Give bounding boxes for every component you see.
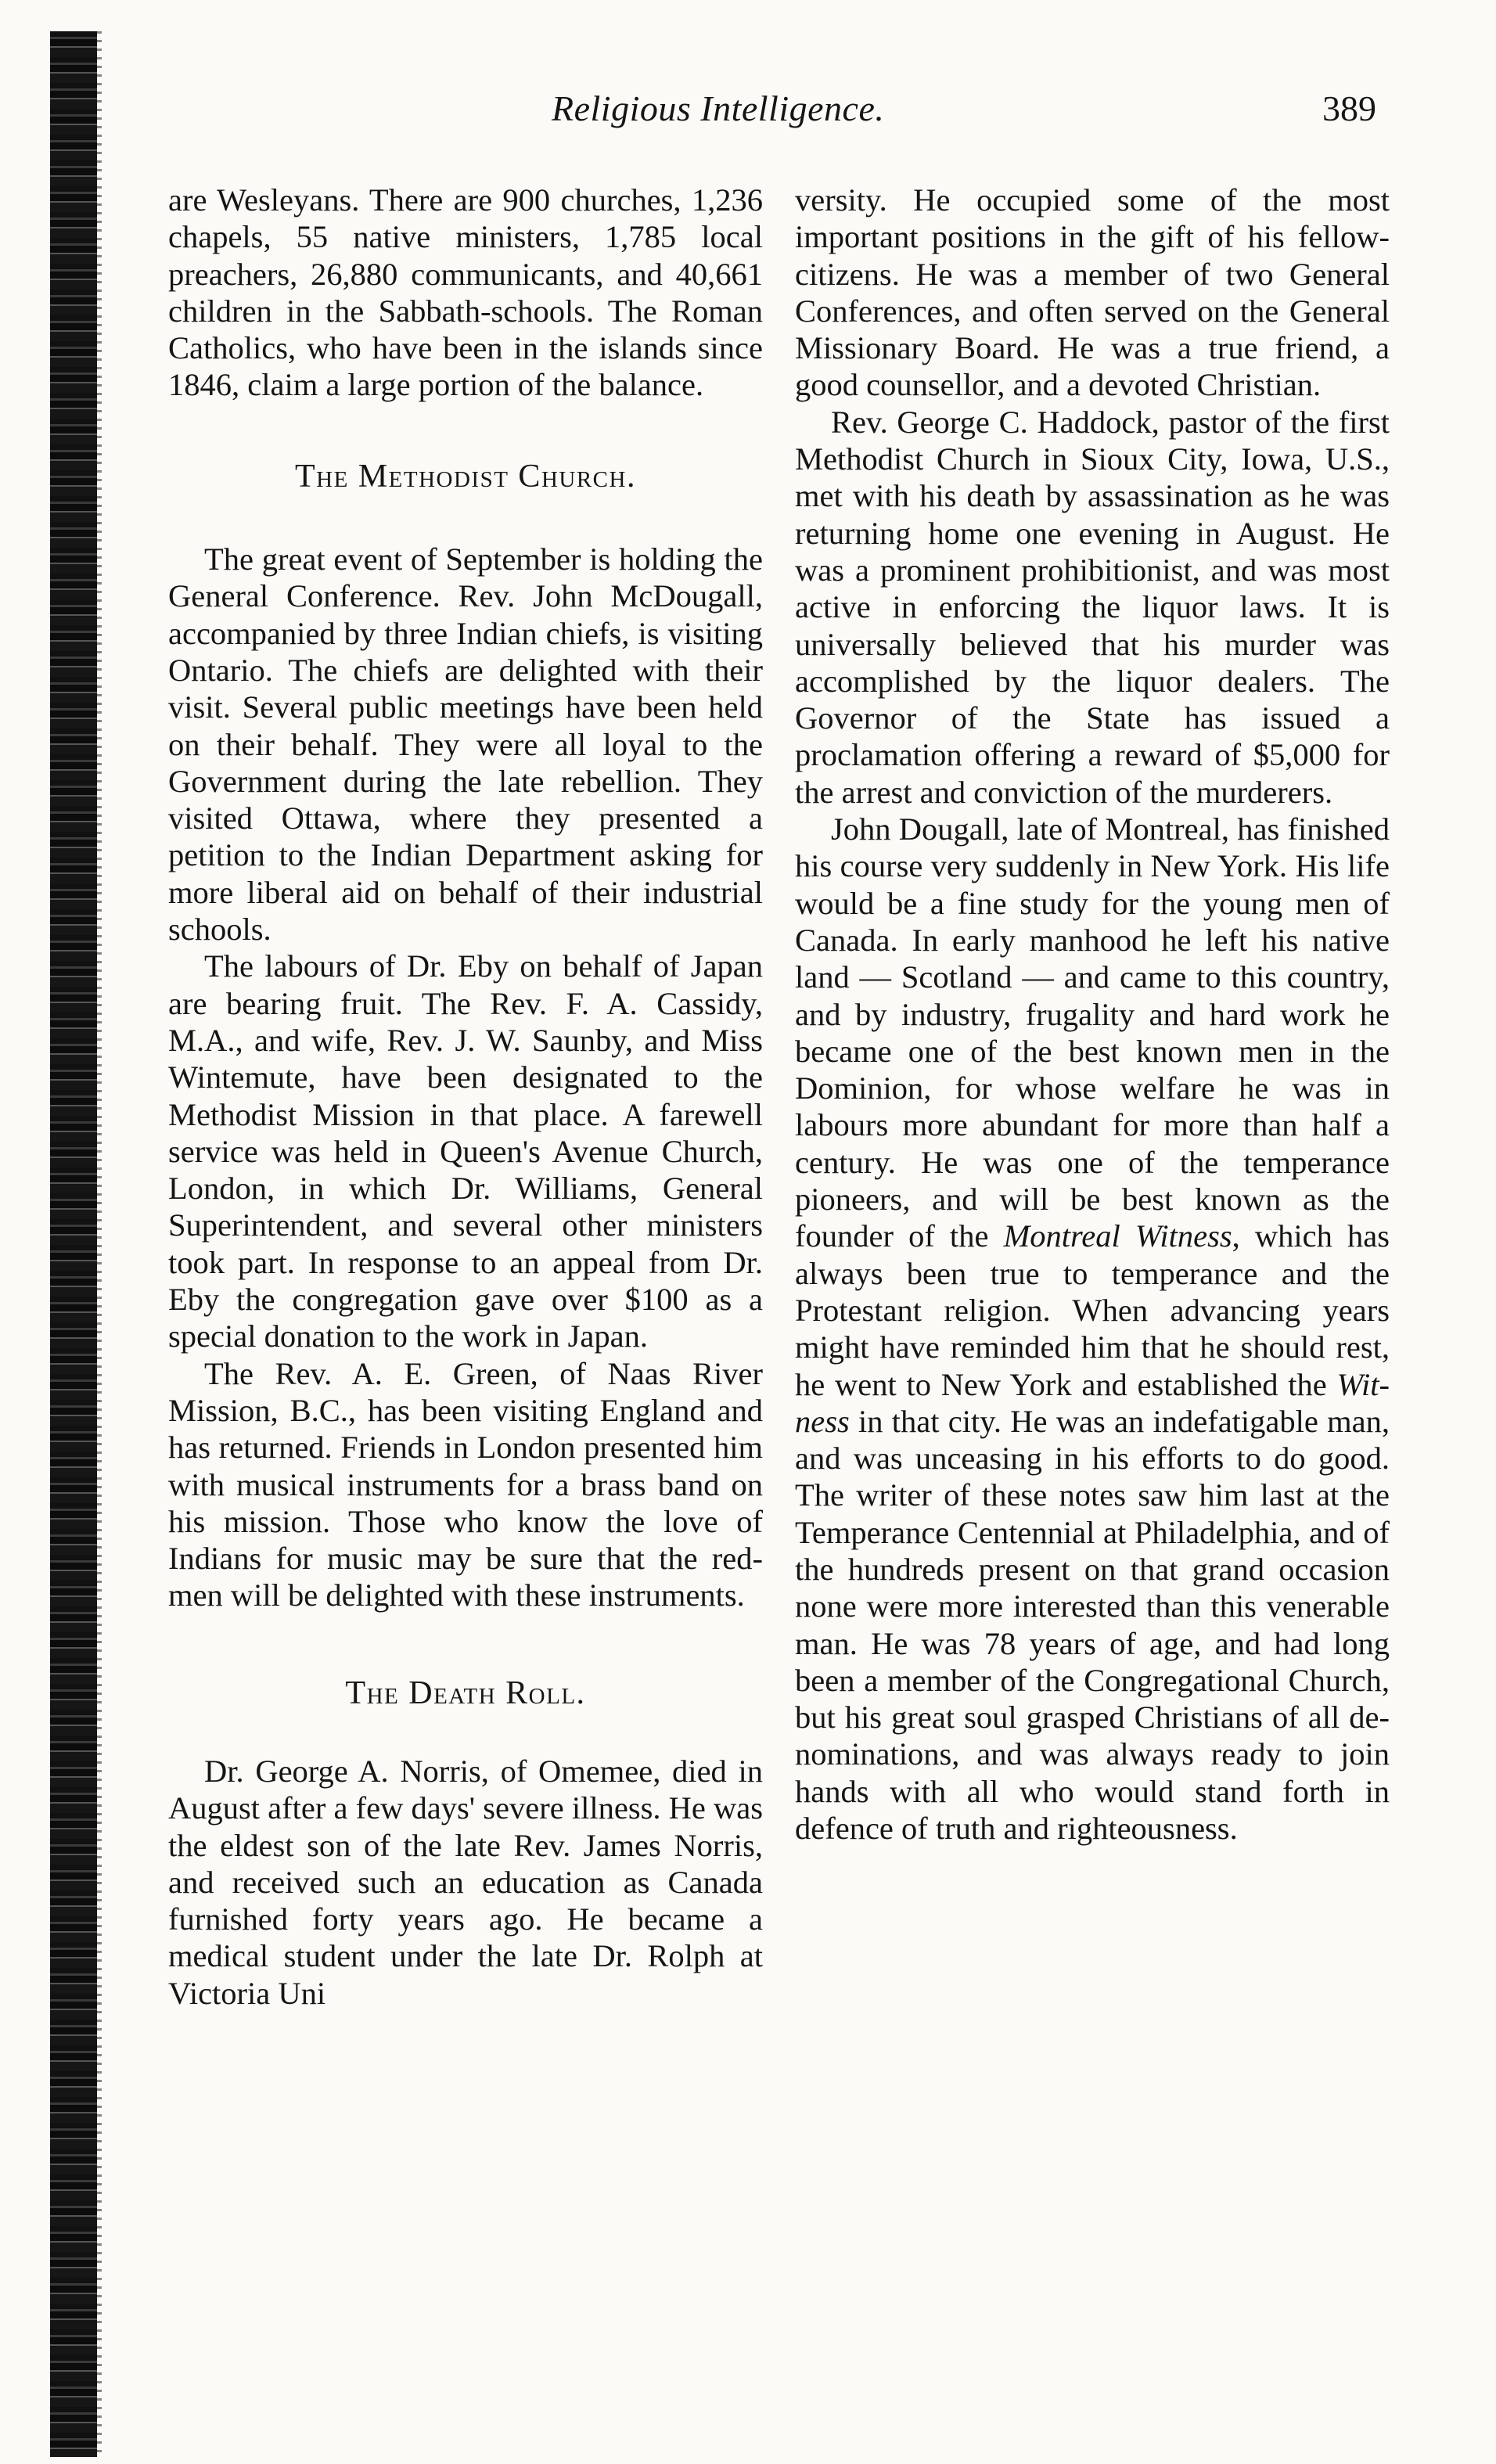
paragraph-green-naas: The Rev. A. E. Green, of Naas River Mission, B.C., has been visiting England and has returned. Friends in London presented him with musical instruments for a brass band on his mission. Those who know the love of Indians for music may be sure that the red-men will be delighted with these instruments. bbox=[168, 1355, 763, 1613]
running-title: Religious Intelligence. bbox=[552, 88, 885, 128]
paragraph-haddock: Rev. George C. Haddock, pastor of the first Methodist Church in Sioux City, Iowa, U.S., met with his death by assassination as he was returning home one evening in August. He was a prominent prohibitionist, and was most active in enforcing the liquor laws. It is universally believed that his murder was accomplished by the liquor dealers. The Governor of the State has issued a proclamation offering a reward of $5,000 for the arrest and conviction of the murderers. bbox=[795, 404, 1390, 810]
dougall-text-1: John Dougall, late of Montreal, has finished his course very suddenly in New York. His life would be a fine study for the young men of Canada. In early manhood he left his native land — Scotland — and came to this country, and by industry, frugality and hard work he became one of the best known men in the Dominion, for whose welfare he was in labours more abundant for more than half a century. He was one of the temperance pioneers, and will be best known as the founder of the bbox=[795, 811, 1390, 1254]
paragraph-norris: Dr. George A. Norris, of Omemee, died in August after a few days' severe illness. He was the eldest son of the late Rev. James Norris, and received such an education as Canada furnished forty years ago. He became a medical student under the late Dr. Rolph at Victoria Uni bbox=[168, 1753, 763, 2011]
paragraph-dougall bbox=[795, 811, 1390, 1847]
section-heading-methodist-church: The Methodist Church. bbox=[295, 458, 636, 495]
page-binding-edge bbox=[50, 31, 97, 2457]
witness-title: Witness bbox=[795, 1366, 1390, 1439]
page-header bbox=[0, 88, 1496, 142]
paragraph-general-conference: The great event of September is holding the General Conference. Rev. John McDougall, accompanied by three Indian chiefs, is visiting Ontario. The chiefs are delighted with their visit. Several public meetings have been held on their behalf. They were all loyal to the Government during the late rebellion. They visited Ottawa, where they presented a petition to the Indian Department asking for more liberal aid on behalf of their industrial schools. bbox=[168, 541, 763, 948]
dougall-text-2: , which has always been true to temperance and the Protestant religion. When advancing years might have reminded him that he should rest, he went to New York and established the bbox=[795, 1218, 1390, 1402]
right-column bbox=[795, 182, 1390, 1847]
dougall-text-3: in that city. He was an indefatigable man, and was unceasing in his efforts to do good. The writer of these notes saw him last at the Temperance Centennial at Philadelphia, and of the hundreds present on that grand occasion none were more interested than this venerable man. He was 78 years of age, and had long been a member of the Congregational Church, but his great soul grasped Christians of all denominations, and was always ready to join hands with all who would stand forth in defence of truth and righteousness. bbox=[795, 1403, 1390, 1847]
montreal-witness-title: Montreal Witness bbox=[1003, 1218, 1232, 1254]
paragraph-intro: are Wesleyans. There are 900 churches, 1,236 chapels, 55 native ministers, 1,785 local preachers, 26,880 communicants, and 40,661 children in the Sabbath-schools. The Roman Catholics, who have been in the islands since 1846, claim a large portion of the balance. bbox=[168, 182, 763, 403]
section-heading-death-roll: The Death Roll. bbox=[345, 1674, 586, 1711]
left-column bbox=[168, 182, 763, 2012]
paragraph-eby-japan: The labours of Dr. Eby on behalf of Japan are bearing fruit. The Rev. F. A. Cassidy, M.A., and wife, Rev. J. W. Saunby, and Miss Wintemute, have been designated to the Methodist Mission in that place. A farewell service was held in Queen's Avenue Church, London, in which Dr. Williams, General Superintendent, and several other ministers took part. In response to an appeal from Dr. Eby the congregation gave over $100 as a special donation to the work in Japan. bbox=[168, 948, 763, 1354]
paragraph-norris-continued: versity. He occupied some of the most important positions in the gift of his fellow-citizens. He was a member of two General Conferences, and often served on the General Missionary Board. He was a true friend, a good counsellor, and a devoted Christian. bbox=[795, 182, 1390, 403]
page-number: 389 bbox=[1322, 88, 1376, 128]
